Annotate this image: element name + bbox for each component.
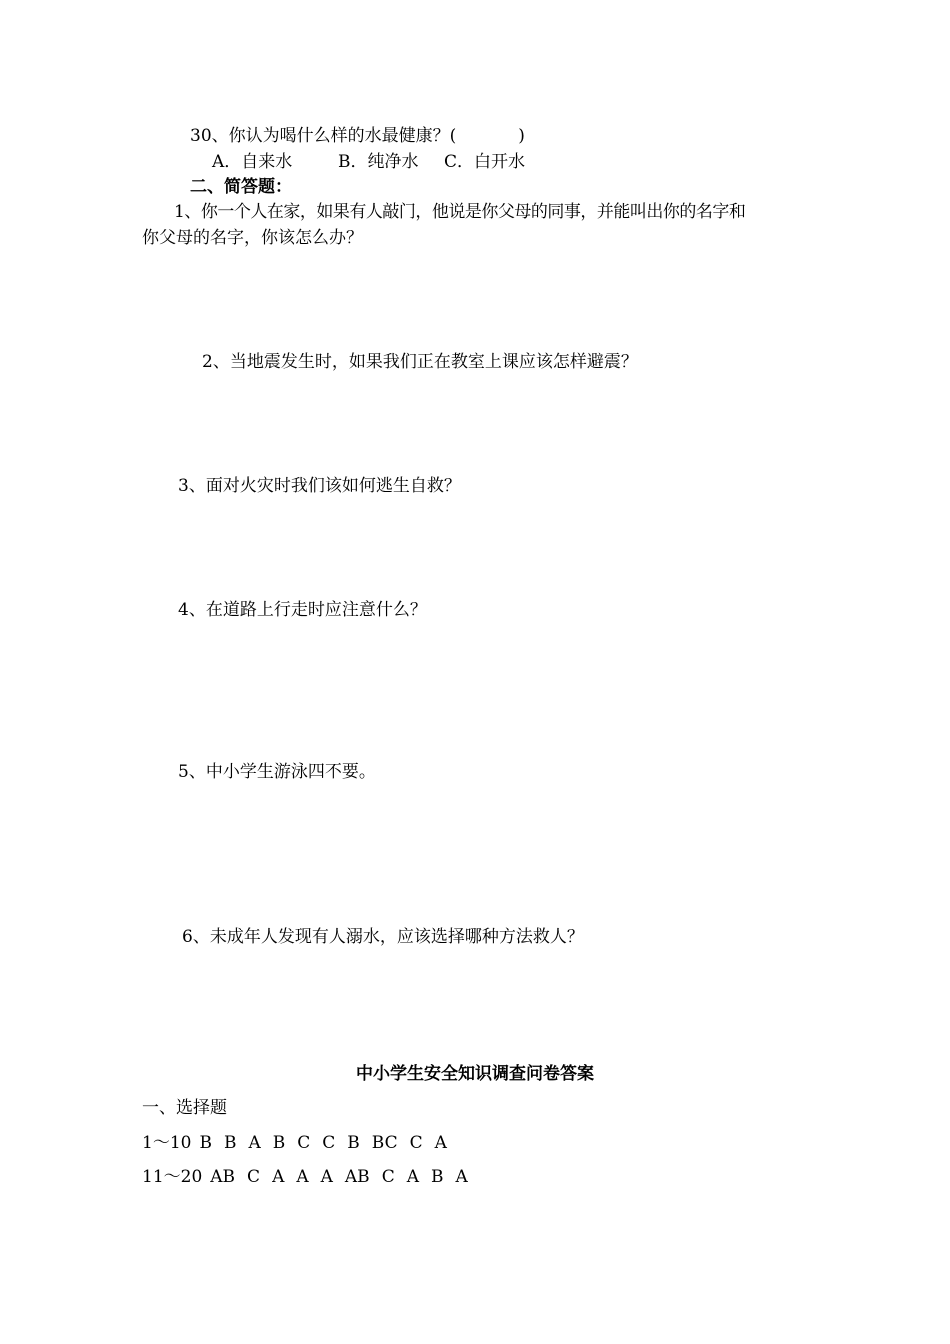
answers-row-2 [142,1165,480,1189]
answer-1: B [199,1133,212,1153]
answer-20: A [455,1167,468,1187]
answers-row-2-label: 11～20 [142,1167,203,1187]
question-30-close-paren: ) [518,126,525,146]
answer-19: B [430,1167,444,1187]
answer-12: C [247,1167,261,1187]
answer-10: A [434,1133,447,1153]
answer-7: B [347,1133,360,1153]
answer-3: A [248,1133,261,1153]
short-question-3: 3、面对火灾时我们该如何逃生自救？ [178,476,461,496]
answer-8: BC [371,1133,398,1153]
answer-2: B [223,1133,237,1153]
question-30-options [212,150,525,174]
answer-14: A [296,1167,309,1187]
short-question-5: 5、中小学生游泳四不要。 [178,762,376,782]
answer-15: A [320,1167,333,1187]
answers-section-title: 一、选择题 [142,1098,227,1118]
short-question-6: 6、未成年人发现有人溺水，应该选择哪种方法救人？ [182,927,584,947]
short-question-4: 4、在道路上行走时应注意什么？ [178,600,427,620]
answer-5: C [297,1133,311,1153]
answer-9: C [409,1133,423,1153]
answers-row-1-label: 1～10 [142,1133,192,1153]
short-question-1-line2: 你父母的名字，你该怎么办？ [142,228,363,248]
short-question-1-line1: 1、你一个人在家，如果有人敲门，他说是你父母的同事，并能叫出你的名字和 [174,202,746,222]
option-a: A．自来水 [212,152,293,172]
answer-13: A [272,1167,285,1187]
answers-title: 中小学生安全知识调查问卷答案 [356,1064,594,1084]
answers-row-1 [142,1131,459,1155]
question-30-text: 30、你认为喝什么样的水最健康？( [190,126,457,146]
option-b: B．纯净水 [338,152,419,172]
option-c: C．白开水 [444,152,526,172]
section-title-short-answer: 二、简答题： [190,177,292,197]
answer-16: AB [344,1167,370,1187]
short-question-2: 2、当地震发生时，如果我们正在教室上课应该怎样避震？ [202,352,638,372]
answer-11: AB [210,1167,236,1187]
answer-6: C [322,1133,336,1153]
question-30 [190,124,525,148]
answer-17: C [381,1167,395,1187]
answer-18: A [406,1167,419,1187]
answer-4: B [272,1133,286,1153]
